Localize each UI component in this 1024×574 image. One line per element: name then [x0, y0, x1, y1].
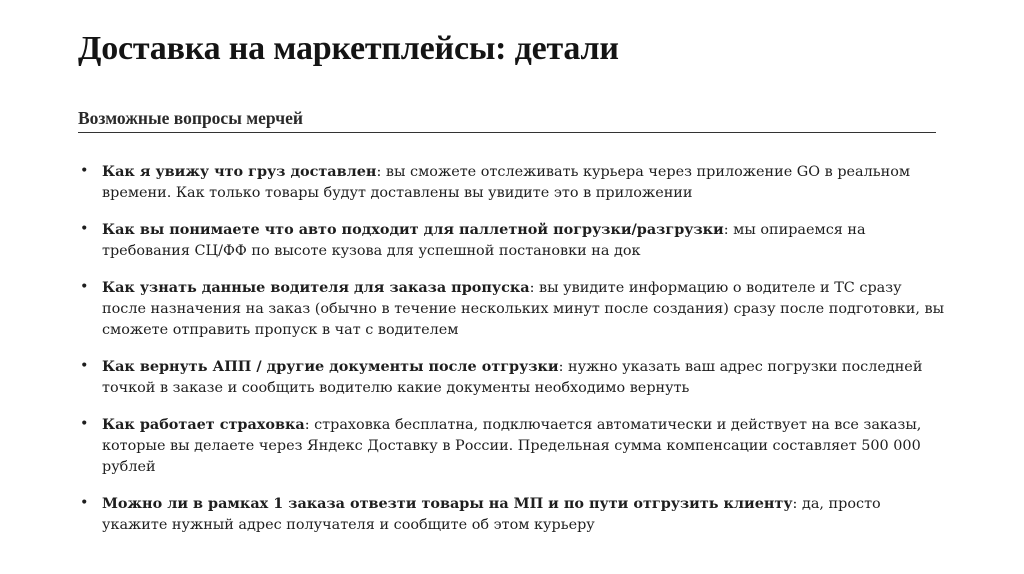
faq-item: [78, 356, 948, 399]
faq-answer: : страховка бесплатна, подключается автоматически и действует на все заказы, которые вы делаете через Яндекс Доставку в России. Предельная сумма компенсации составляет 500 000 рублей: [102, 417, 922, 475]
slide-title: Доставка на маркетплейсы: детали: [78, 30, 619, 67]
faq-question: Как вы понимаете что авто подходит для паллетной погрузки/разгрузки: [102, 221, 724, 238]
faq-list: [78, 161, 948, 551]
faq-answer: : вы увидите информацию о водителе и ТС сразу после назначения на заказ (обычно в течение нескольких минут после создания) сразу после подготовки, вы сможете отправить пропуск в чат с водителем: [102, 280, 945, 338]
faq-item: [78, 277, 948, 341]
faq-question: Как узнать данные водителя для заказа пропуска: [102, 279, 530, 296]
faq-answer: : мы опираемся на требования СЦ/ФФ по высоте кузова для успешной постановки на док: [102, 222, 866, 259]
faq-item: [78, 414, 948, 478]
faq-item: [78, 493, 948, 536]
faq-answer: : вы сможете отслеживать курьера через приложение GO в реальном времени. Как только товары будут доставлены вы увидите это в приложении: [102, 164, 911, 201]
slide-subtitle: Возможные вопросы мерчей: [78, 108, 303, 128]
bullet-dot-icon: •: [80, 279, 89, 295]
subtitle-divider: [78, 132, 936, 133]
faq-question: Можно ли в рамках 1 заказа отвезти товары на МП и по пути отгрузить клиенту: [102, 495, 793, 512]
faq-item: [78, 161, 948, 204]
faq-question: Как работает страховка: [102, 416, 305, 433]
bullet-dot-icon: •: [80, 358, 89, 374]
bullet-dot-icon: •: [80, 495, 89, 511]
faq-question: Как я увижу что груз доставлен: [102, 163, 377, 180]
bullet-dot-icon: •: [80, 163, 89, 179]
faq-answer: : да, просто укажите нужный адрес получателя и сообщите об этом курьеру: [102, 496, 881, 533]
faq-answer: : нужно указать ваш адрес погрузки последней точкой в заказе и сообщить водителю какие документы необходимо вернуть: [102, 359, 923, 396]
bullet-dot-icon: •: [80, 221, 89, 237]
bullet-dot-icon: •: [80, 416, 89, 432]
faq-item: [78, 219, 948, 262]
faq-question: Как вернуть АПП / другие документы после отгрузки: [102, 358, 559, 375]
